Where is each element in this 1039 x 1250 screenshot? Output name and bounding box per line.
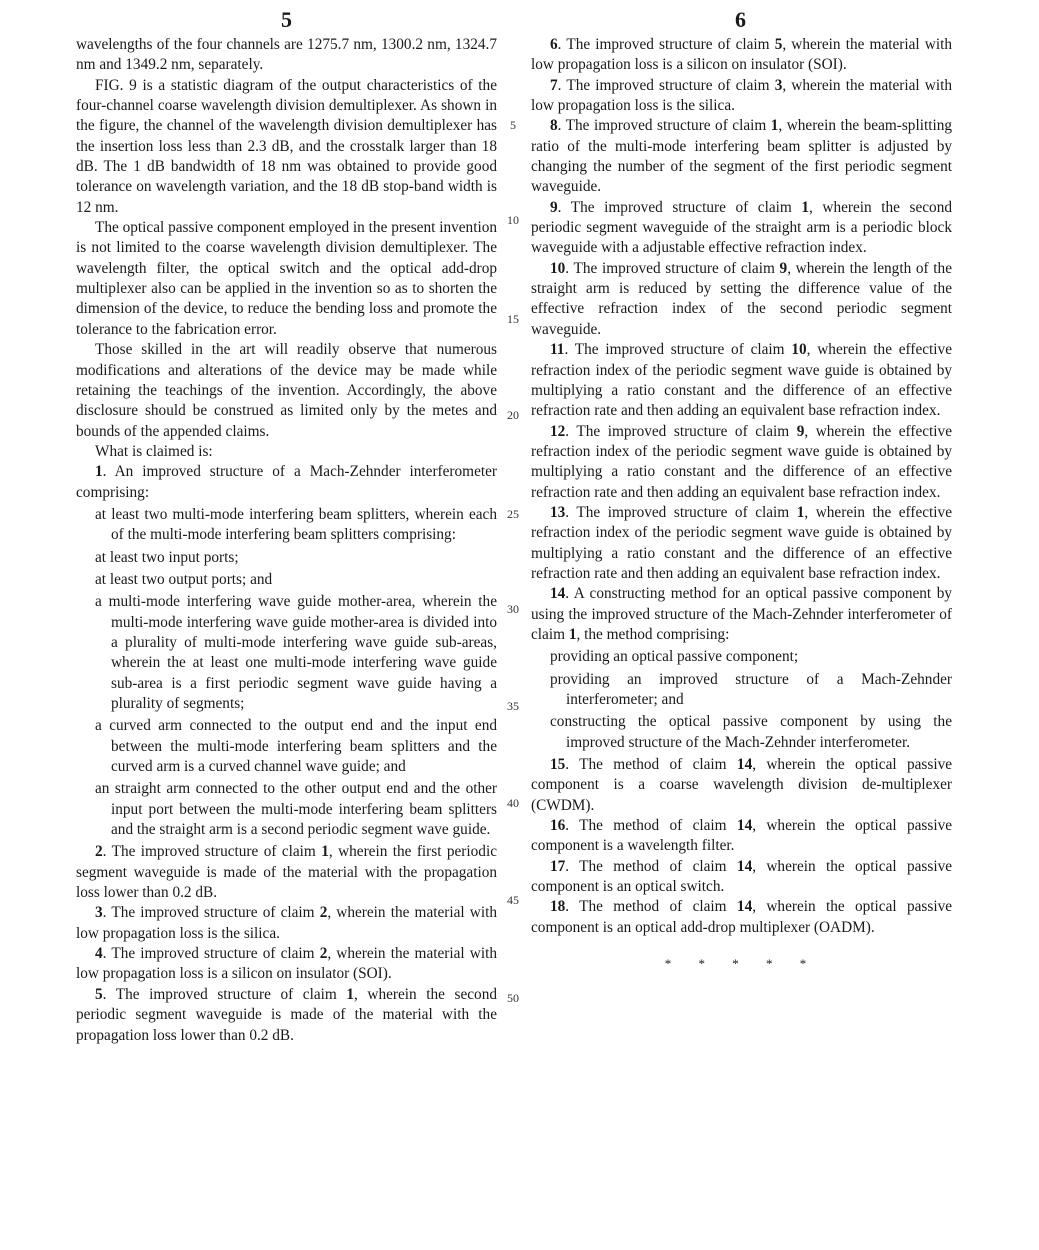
claim-6	[531, 35, 952, 76]
claim-number: 16	[550, 817, 566, 835]
claim-5	[76, 985, 497, 1046]
claim-18	[531, 897, 952, 938]
claim-text: , wherein the optical passive component is an optical switch.	[531, 857, 953, 896]
claim-14-item: providing an improved structure of a Mach-Zehnder interferometer; and	[550, 670, 952, 708]
claim-text: , wherein the material with low propagation loss is the silica.	[76, 904, 497, 942]
claim-text: , wherein the effective refraction index of the periodic segment wave guide is obtained by multiplying a ratio constant and the difference of an effective refraction rate and then adding an equivalent base refraction index.	[531, 341, 952, 420]
claim-number: 1	[95, 463, 103, 481]
claim-text: . The improved structure of claim	[565, 422, 797, 440]
claim-14-item: providing an optical passive component;	[550, 648, 799, 666]
claim-3	[76, 903, 497, 944]
claim-text: , wherein the length of the straight arm is reduced by setting the difference value of the effective refraction index of the second periodic segment waveguide.	[531, 259, 952, 338]
claim-reference: 5	[774, 36, 783, 53]
claim-text: . The improved structure of claim	[557, 36, 775, 53]
line-number: 50	[507, 991, 519, 1005]
claim-13	[531, 503, 952, 584]
claim-text: . The method of claim	[565, 857, 737, 875]
line-number: 15	[507, 312, 519, 326]
claim-number: 9	[550, 198, 558, 216]
claim-reference: 1	[801, 198, 809, 216]
line-number: 10	[507, 213, 519, 227]
claim-number: 3	[95, 904, 103, 922]
claim-text: . The method of claim	[565, 898, 737, 916]
claim-number: 4	[95, 945, 103, 963]
claim-10	[531, 259, 952, 340]
claim-16	[531, 816, 952, 857]
claim-number: 13	[550, 503, 566, 521]
claim-text: , wherein the second periodic segment waveguide is made of the material with the propagation loss lower than 0.2 dB.	[76, 985, 497, 1044]
claim-text: . The improved structure of claim	[557, 76, 775, 94]
claim-text: . An improved structure of a Mach-Zehnder interferometer comprising:	[76, 463, 497, 501]
claim-text: , wherein the effective refraction index of the periodic segment wave guide is obtained by multiplying a ratio constant and the difference of an effective refraction rate and then adding an equivalent base refraction index.	[531, 422, 952, 501]
claim-text: , wherein the material with low propagation loss is a silicon on insulator (SOI).	[76, 945, 497, 983]
claim-reference: 9	[779, 259, 788, 277]
claim-1-item: a multi-mode interfering wave guide mother-area, wherein the multi-mode interfering wave guide mother-area is divided into a plurality of multi-mode interfering wave guide sub-areas, wherein the at least one multi-mode interfering wave guide sub-area is a first periodic segment wave guide having a plurality of segments;	[95, 593, 497, 712]
claim-9	[531, 198, 952, 259]
claim-text: . The improved structure of claim	[102, 985, 347, 1003]
paragraph-wavelengths: wavelengths of the four channels are 1275.7 nm, 1300.2 nm, 1324.7 nm and 1349.2 nm, separately.	[76, 36, 497, 74]
claim-14	[531, 584, 952, 645]
line-number: 40	[507, 796, 519, 810]
claim-15	[531, 755, 952, 816]
claim-text: . The improved structure of claim	[557, 198, 802, 216]
claim-reference: 1	[568, 625, 577, 643]
left-column	[76, 35, 497, 1046]
paragraph-passive-component: The optical passive component employed in the present invention is not limited to the coarse wavelength division demultiplexer. The wavelength filter, the optical switch and the optical add-drop multiplexer also can be applied in the invention so as to shorten the dimension of the device, to reduce the bending loss and promote the tolerance to the fabrication error.	[76, 219, 497, 338]
claim-reference: 1	[770, 117, 779, 135]
claim-8	[531, 116, 952, 197]
claim-number: 14	[550, 585, 566, 603]
claim-text: , wherein the first periodic segment waveguide is made of the material with the propagation loss lower than 0.2 dB.	[76, 843, 497, 902]
paragraph-skilled-in-art: Those skilled in the art will readily observe that numerous modifications and alterations of the device may be made while retaining the teachings of the invention. Accordingly, the above disclosure should be construed as limited only by the metes and bounds of the appended claims.	[76, 341, 497, 440]
claim-text: , wherein the optical passive component is an optical add-drop multiplexer (OADM).	[531, 898, 953, 936]
claim-reference: 14	[736, 898, 753, 916]
line-number: 5	[510, 118, 516, 132]
line-number: 30	[507, 602, 519, 616]
claim-reference: 9	[796, 422, 805, 440]
claim-17	[531, 857, 952, 898]
claim-text: . The improved structure of claim	[102, 904, 320, 922]
claim-text: , wherein the effective refraction index of the periodic segment wave guide is obtained by multiplying a ratio constant and the difference of an effective refraction rate and then adding an equivalent base refraction index.	[531, 503, 952, 582]
claim-7	[531, 76, 952, 117]
claim-reference: 2	[319, 945, 328, 963]
line-number: 45	[507, 893, 519, 907]
claim-reference: 1	[346, 985, 354, 1003]
claim-reference: 14	[736, 857, 753, 875]
claim-1	[76, 462, 497, 503]
claim-11	[531, 340, 952, 421]
claim-text: , wherein the second periodic segment waveguide of the straight arm is a periodic block waveguide with a adjustable effective refraction index.	[531, 198, 952, 257]
claim-text: . The improved structure of claim	[102, 843, 322, 861]
claim-text: . A constructing method for an optical passive component by using the improved structure of the Mach-Zehnder interferometer of claim	[531, 585, 952, 643]
claim-text: , the method comprising:	[576, 625, 730, 643]
claim-text: . The improved structure of claim	[102, 945, 320, 963]
paragraph-fig9: FIG. 9 is a statistic diagram of the output characteristics of the four-channel coarse wavelength division demultiplexer. As shown in the figure, the channel of the wavelength division demultiplexer has the insertion loss less than 2.3 dB, and the crosstalk larger than 18 dB. The 1 dB bandwidth of 18 nm was obtained to provide good tolerance on wavelength variation, and the 18 dB stop-band width is 12 nm.	[76, 76, 497, 216]
claim-reference: 2	[319, 904, 328, 922]
claim-number: 18	[550, 898, 566, 916]
claim-number: 15	[550, 756, 566, 774]
claim-text: . The improved structure of claim	[565, 259, 780, 277]
claim-number: 11	[550, 341, 565, 359]
claim-number: 12	[550, 422, 566, 440]
claims-intro: What is claimed is:	[95, 442, 213, 460]
claim-text: , wherein the material with low propagation loss is a silicon on insulator (SOI).	[531, 36, 952, 74]
claim-number: 8	[550, 117, 558, 135]
claim-text: , wherein the optical passive component is a wavelength filter.	[531, 817, 953, 855]
claim-number: 2	[95, 843, 103, 861]
claim-text: . The method of claim	[565, 756, 737, 774]
claim-1-item: at least two input ports;	[95, 548, 239, 566]
claim-1-item: at least two multi-mode interfering beam splitters, wherein each of the multi-mode interfering beam splitters comprising:	[95, 505, 497, 544]
claim-text: , wherein the optical passive component is a coarse wavelength division de-multiplexer (CWDM).	[531, 756, 953, 814]
claim-1-item: at least two output ports; and	[95, 570, 273, 588]
claim-number: 10	[550, 259, 566, 277]
claim-reference: 14	[736, 756, 753, 774]
line-number: 20	[507, 408, 519, 422]
page-number-right: 6	[735, 7, 746, 32]
line-number: 25	[507, 507, 519, 521]
claim-text: , wherein the beam-splitting ratio of the multi-mode interfering beam splitter is adjusted by changing the number of the segment of the first periodic segment waveguide.	[531, 117, 952, 196]
claim-text: . The improved structure of claim	[565, 503, 797, 521]
claim-number: 7	[550, 76, 558, 94]
claim-1-item: a curved arm connected to the output end and the input end between the multi-mode interfering beam splitters and the curved arm is a curved channel wave guide; and	[95, 717, 497, 776]
claim-number: 6	[550, 36, 558, 53]
claim-number: 5	[95, 985, 103, 1003]
claim-text: . The improved structure of claim	[557, 117, 771, 135]
claim-reference: 1	[321, 843, 329, 861]
claim-text: . The improved structure of claim	[564, 341, 792, 359]
claim-reference: 1	[796, 503, 805, 521]
right-column	[531, 35, 952, 974]
page-number-left: 5	[281, 7, 292, 32]
claim-reference: 14	[736, 817, 753, 835]
claim-12	[531, 422, 952, 503]
claim-reference: 3	[774, 76, 783, 94]
claim-2	[76, 842, 497, 903]
claim-4	[76, 944, 497, 985]
claim-1-item: an straight arm connected to the other output end and the other input port between the multi-mode interfering beam splitters and the straight arm is a second periodic segment wave guide.	[95, 780, 497, 839]
claim-14-item: constructing the optical passive component by using the improved structure of the Mach-Zehnder interferometer.	[550, 713, 952, 751]
line-number: 35	[507, 699, 519, 713]
claim-number: 17	[550, 857, 566, 875]
claim-text: . The method of claim	[565, 817, 737, 835]
claim-reference: 10	[791, 341, 807, 359]
end-of-document-marker: * * * * *	[664, 956, 819, 972]
claim-text: , wherein the material with low propagation loss is the silica.	[531, 76, 952, 115]
